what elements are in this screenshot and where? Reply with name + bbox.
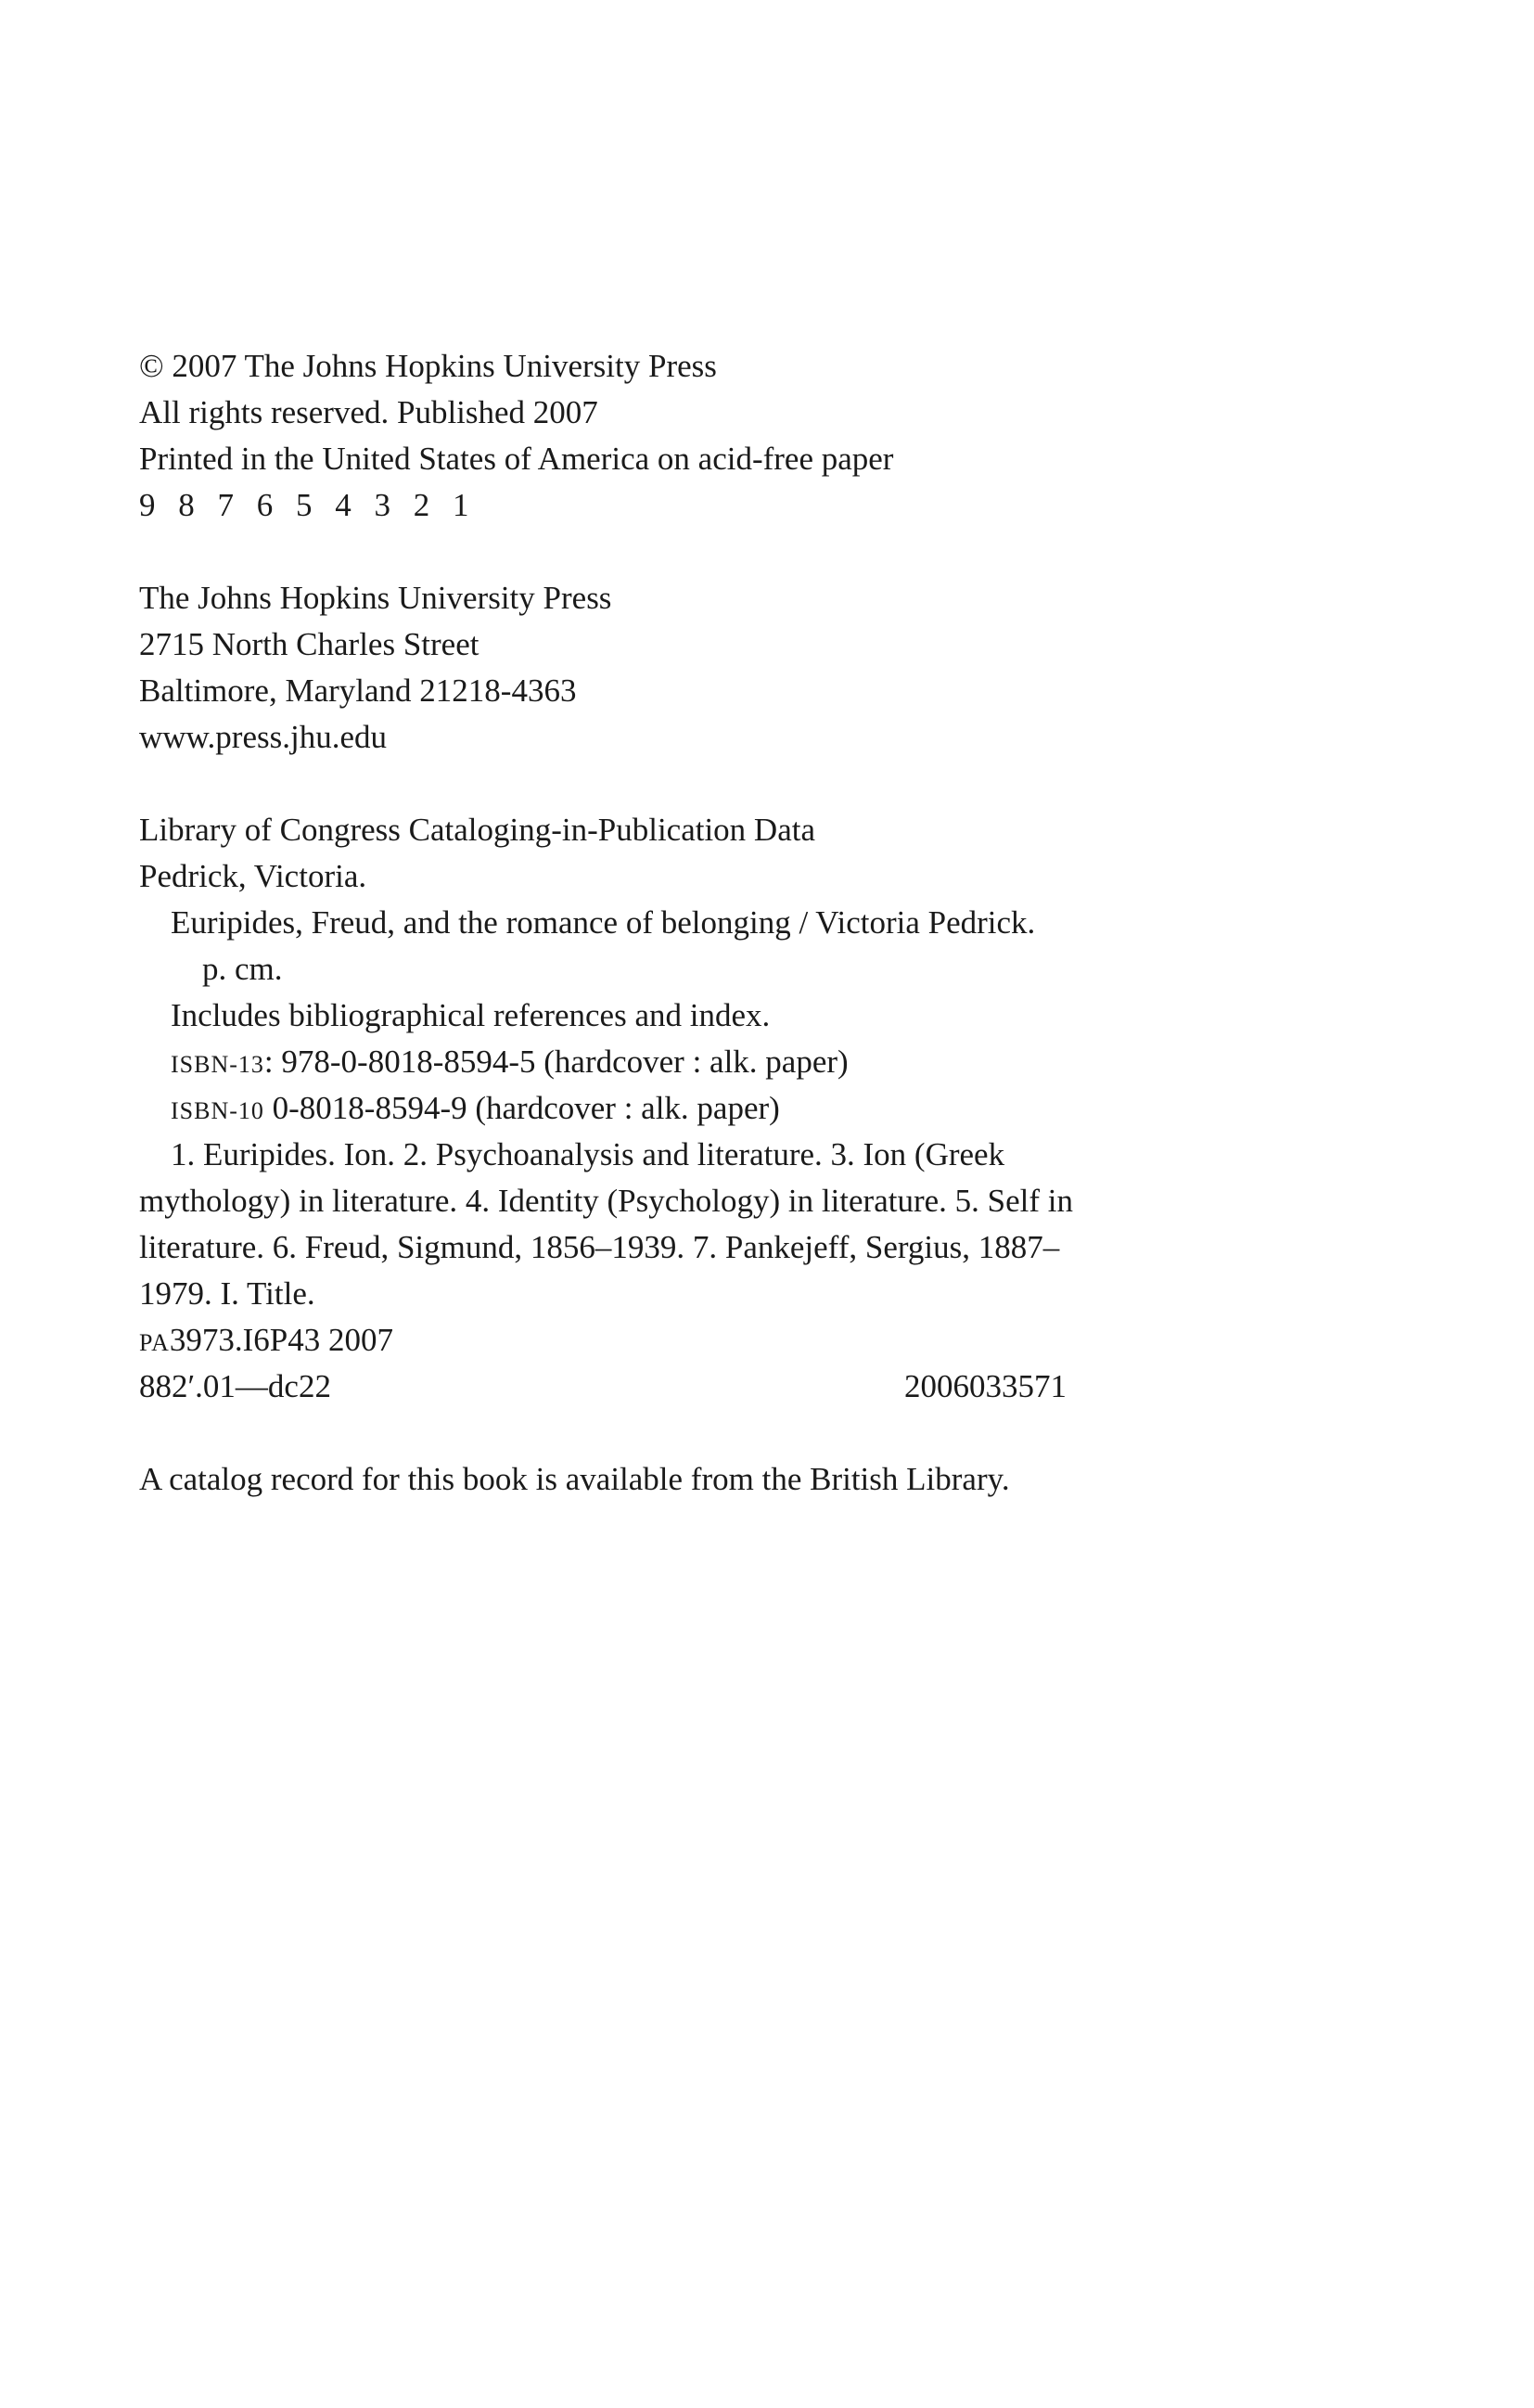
cip-author: Pedrick, Victoria. bbox=[139, 858, 367, 894]
cip-includes: Includes bibliographical references and index. bbox=[171, 997, 771, 1033]
isbn13-value: : 978-0-8018-8594-5 (hardcover : alk. paper) bbox=[263, 1044, 849, 1080]
cip-lccn: 2006033571 bbox=[904, 1368, 1067, 1404]
cip-lc-classification bbox=[139, 1317, 1067, 1364]
printing-statement: Printed in the United States of America on acid-free paper bbox=[139, 441, 894, 477]
cip-subjects-line-2: mythology) in literature. 4. Identity (Psychology) in literature. 5. Self in bbox=[139, 1183, 1074, 1219]
publisher-street: 2715 North Charles Street bbox=[139, 626, 479, 662]
publisher-city: Baltimore, Maryland 21218-4363 bbox=[139, 672, 577, 709]
rights-statement: All rights reserved. Published 2007 bbox=[139, 394, 598, 430]
isbn10-label: ISBN-10 bbox=[171, 1097, 264, 1124]
publisher-name: The Johns Hopkins University Press bbox=[139, 580, 612, 616]
lc-class-prefix: PA bbox=[139, 1329, 170, 1356]
cip-block bbox=[139, 807, 1074, 1410]
copyright-block bbox=[139, 343, 1067, 529]
isbn13-label: ISBN-13 bbox=[171, 1051, 264, 1078]
isbn10-value: 0-8018-8594-9 (hardcover : alk. paper) bbox=[263, 1090, 780, 1126]
british-library-statement: A catalog record for this book is available from the British Library. bbox=[139, 1461, 1010, 1497]
cip-dewey-row bbox=[139, 1364, 1067, 1410]
cip-title: Euripides, Freud, and the romance of belonging / Victoria Pedrick. bbox=[171, 904, 1036, 941]
british-library-block bbox=[139, 1456, 1067, 1503]
printing-numbers: 9 8 7 6 5 4 3 2 1 bbox=[139, 487, 477, 523]
cip-isbn13 bbox=[139, 1039, 1067, 1085]
publisher-website: www.press.jhu.edu bbox=[139, 719, 387, 755]
copyright-notice: © 2007 The Johns Hopkins University Press bbox=[139, 348, 717, 384]
cip-heading: Library of Congress Cataloging-in-Publication Data bbox=[139, 812, 816, 848]
cip-isbn10 bbox=[139, 1085, 1067, 1132]
cip-subjects-line-3: literature. 6. Freud, Sigmund, 1856–1939. 7. Pankejeff, Sergius, 1887– bbox=[139, 1229, 1060, 1265]
cip-subjects-line-1: 1. Euripides. Ion. 2. Psychoanalysis and literature. 3. Ion (Greek bbox=[171, 1136, 1005, 1172]
publisher-address-block bbox=[139, 575, 1067, 761]
cip-dewey: 882′.01—dc22 bbox=[139, 1368, 331, 1404]
cip-pages: p. cm. bbox=[202, 951, 283, 987]
cip-subjects-line-4: 1979. I. Title. bbox=[139, 1275, 315, 1312]
lc-class-rest: 3973.I6P43 2007 bbox=[169, 1322, 393, 1358]
